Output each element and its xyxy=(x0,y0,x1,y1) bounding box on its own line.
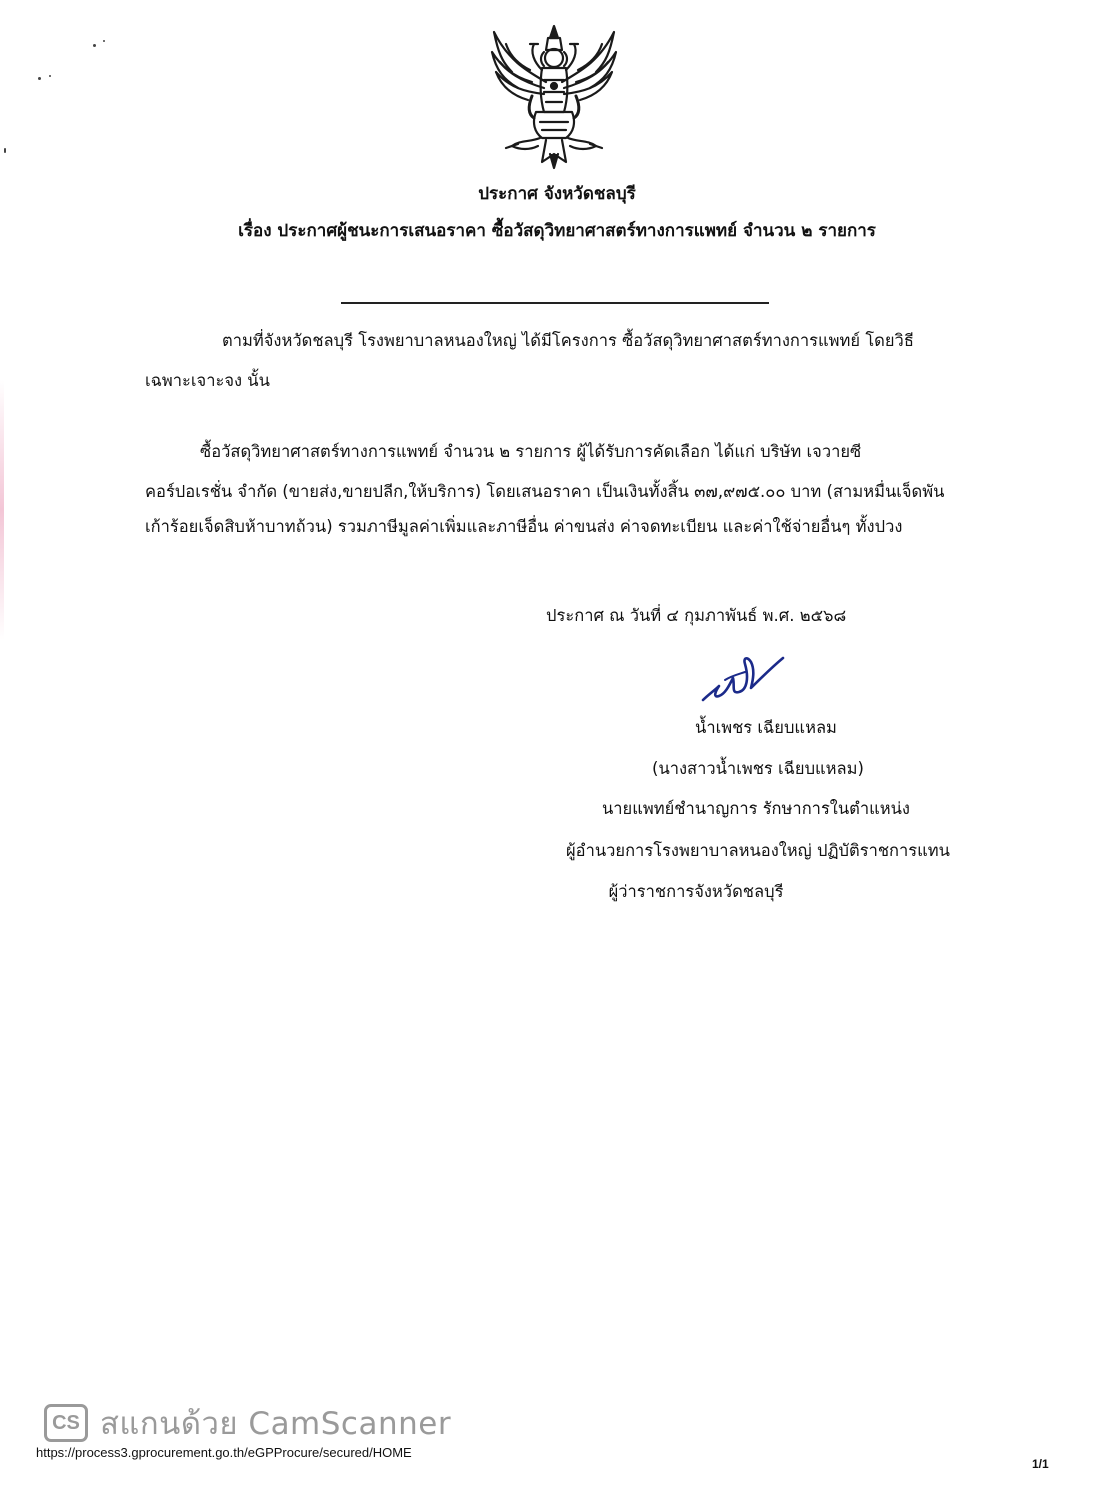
paragraph1-line2: เฉพาะเจาะจง นั้น xyxy=(145,371,270,390)
scan-speck xyxy=(4,148,6,153)
camscanner-logo-icon: CS xyxy=(44,1404,88,1442)
camscanner-text: สแกนด้วย CamScanner xyxy=(100,1406,452,1442)
footer-url: https://process3.gprocurement.go.th/eGPProcure/secured/HOME xyxy=(36,1445,412,1460)
announcement-date: ประกาศ ณ วันที่ ๔ กุมภาพันธ์ พ.ศ. ๒๕๖๘ xyxy=(546,606,847,625)
scan-speck xyxy=(49,75,51,77)
document-issuer: ประกาศ จังหวัดชลบุรี xyxy=(478,184,636,204)
page-number: 1/1 xyxy=(1032,1457,1049,1471)
camscanner-watermark xyxy=(44,1402,451,1444)
signer-signed-name: น้ำเพชร เฉียบแหลม xyxy=(695,718,837,737)
scan-speck xyxy=(93,44,96,47)
signer-position-3: ผู้ว่าราชการจังหวัดชลบุรี xyxy=(608,882,784,901)
signer-position-2: ผู้อำนวยการโรงพยาบาลหนองใหญ่ ปฏิบัติราชการแทน xyxy=(566,841,950,860)
scan-edge-tint xyxy=(0,380,4,640)
paragraph1-line1: ตามที่จังหวัดชลบุรี โรงพยาบาลหนองใหญ่ ได้มีโครงการ ซื้อวัสดุวิทยาศาสตร์ทางการแพทย์ โดยวิธี xyxy=(222,331,914,350)
paragraph2-line3: เก้าร้อยเจ็ดสิบห้าบาทถ้วน) รวมภาษีมูลค่าเพิ่มและภาษีอื่น ค่าขนส่ง ค่าจดทะเบียน และค่าใช้จ่ายอื่นๆ ทั้งปวง xyxy=(145,517,903,536)
document-subject: เรื่อง ประกาศผู้ชนะการเสนอราคา ซื้อวัสดุวิทยาศาสตร์ทางการแพทย์ จำนวน ๒ รายการ xyxy=(238,221,876,241)
signer-position-1: นายแพทย์ชำนาญการ รักษาการในตำแหน่ง xyxy=(602,799,910,818)
signer-full-name: (นางสาวน้ำเพชร เฉียบแหลม) xyxy=(652,759,864,778)
scan-speck xyxy=(38,77,41,80)
paragraph2-line2: คอร์ปอเรชั่น จำกัด (ขายส่ง,ขายปลีก,ให้บริการ) โดยเสนอราคา เป็นเงินทั้งสิ้น ๓๗,๙๗๕.๐๐ บาท (สามหมื่นเจ็ดพัน xyxy=(145,482,945,501)
handwritten-signature-icon xyxy=(695,650,787,710)
title-divider xyxy=(341,302,769,304)
garuda-emblem-icon xyxy=(484,22,624,172)
paragraph2-line1: ซื้อวัสดุวิทยาศาสตร์ทางการแพทย์ จำนวน ๒ รายการ ผู้ได้รับการคัดเลือก ได้แก่ บริษัท เจวายซี xyxy=(200,442,862,461)
scan-speck xyxy=(103,40,105,42)
